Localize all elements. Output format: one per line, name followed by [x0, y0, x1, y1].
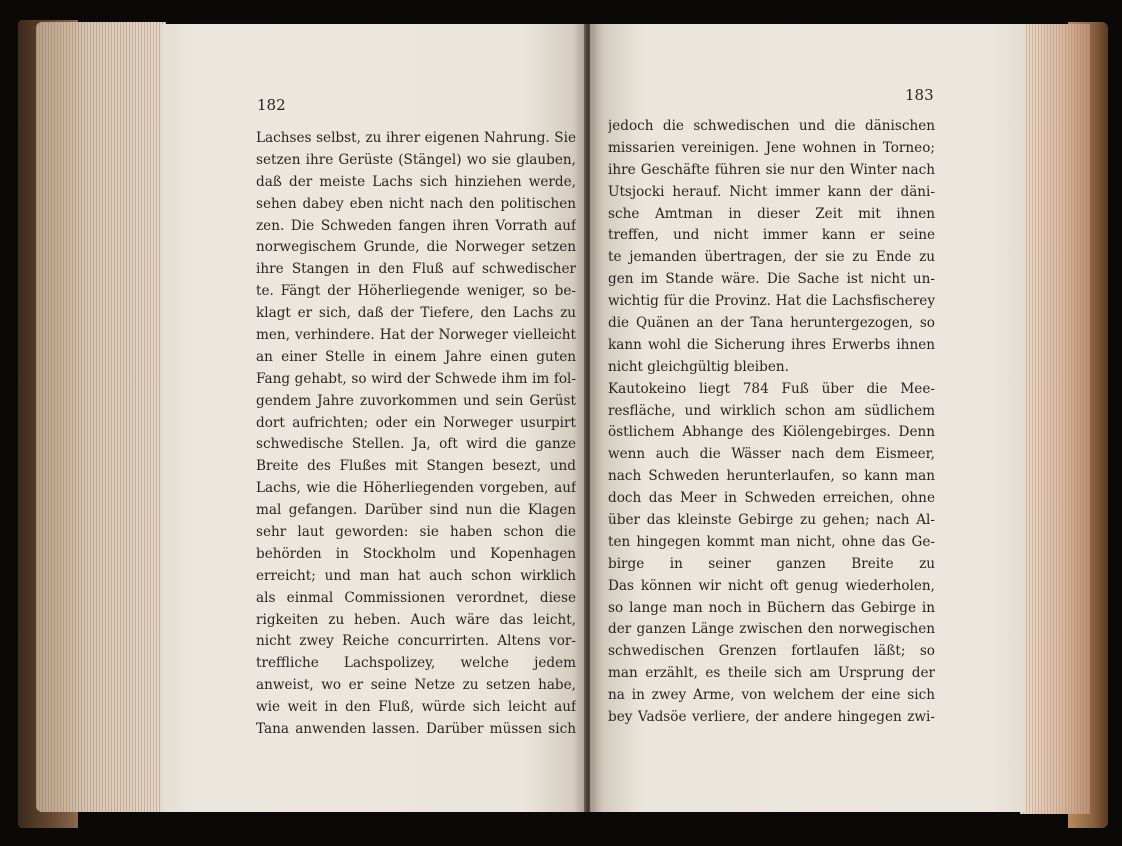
text-line: östlichem Abhange des Kiölengebirges. Denn	[608, 424, 935, 441]
text-line: sche Amtman in dieser Zeit mit ihnen	[608, 205, 935, 222]
text-line: wenn auch die Wässer nach dem Eismeer,	[608, 446, 935, 463]
text-line: kann wohl die Sicherung ihres Erwerbs ihnen	[608, 336, 935, 353]
text-line: doch das Meer in Schweden erreichen, ohne	[608, 490, 935, 507]
text-line: der ganzen Länge zwischen den norwegischen	[608, 621, 935, 638]
page-edges-left	[36, 22, 166, 812]
text-line: Fang gehabt, so wird der Schwede ihm im fol-	[256, 370, 576, 387]
text-line: bey Vadsöe verliere, der andere hingegen zwi-	[608, 709, 935, 726]
text-line: behörden in Stockholm und Kopenhagen	[256, 545, 576, 562]
text-line: Tana anwenden lassen. Darüber müssen sich	[256, 721, 576, 738]
text-line: klagt er sich, daß der Tiefere, den Lachs zu	[256, 305, 576, 322]
text-line: so lange man noch in Büchern das Gebirge in	[608, 599, 935, 616]
page-edges-right	[1020, 24, 1090, 814]
text-line: gendem Jahre zuvorkommen und sein Gerüst	[256, 392, 576, 409]
text-line: ten hingegen kommt man nicht, ohne das Ge-	[608, 533, 935, 550]
text-line: gen im Stande wäre. Die Sache ist nicht un-	[608, 271, 935, 288]
text-line: an einer Stelle in einem Jahre einen guten	[256, 348, 576, 365]
text-line: Kautokeino liegt 784 Fuß über die Mee-	[608, 380, 935, 397]
text-line: missarien vereinigen. Jene wohnen in Torneo;	[608, 139, 935, 156]
text-line: treffen, und nicht immer kann er seine	[608, 227, 935, 244]
page-number-left: 182	[257, 96, 286, 114]
left-page-text	[256, 128, 576, 741]
text-line: Breite des Flußes mit Stangen besezt, und	[256, 458, 576, 475]
text-line: nicht zwey Reiche concurrirten. Altens vor-	[256, 633, 576, 650]
text-line: schwedischen Grenzen fortlaufen läßt; so	[608, 643, 935, 660]
text-line: nach Schweden herunterlaufen, so kann man	[608, 468, 935, 485]
text-line: birge in seiner ganzen Breite zu	[608, 555, 935, 572]
text-line: te jemanden übertragen, der sie zu Ende zu	[608, 249, 935, 266]
right-page-text	[608, 116, 935, 729]
text-line: men, verhindere. Hat der Norweger vielleicht	[256, 327, 576, 344]
text-line: die Quänen an der Tana heruntergezogen, so	[608, 315, 935, 332]
text-line: wichtig für die Provinz. Hat die Lachsfischerey	[608, 293, 935, 310]
text-line: daß der meiste Lachs sich hinziehen werde,	[256, 173, 576, 190]
text-line: na in zwey Arme, von welchem der eine sich	[608, 687, 935, 704]
page-number-right: 183	[905, 86, 934, 104]
text-line: te. Fängt der Höherliegende weniger, so be-	[256, 283, 576, 300]
text-line: erreicht; und man hat auch schon wirklich	[256, 567, 576, 584]
text-line: über das kleinste Gebirge zu gehen; nach Al-	[608, 512, 935, 529]
text-line: ihre Stangen in den Fluß auf schwedischer	[256, 261, 576, 278]
text-line: zen. Die Schweden fangen ihren Vorrath auf	[256, 217, 576, 234]
text-line: wie weit in den Fluß, würde sich leicht auf	[256, 699, 576, 716]
text-line: jedoch die schwedischen und die dänischen	[608, 118, 935, 134]
text-line: dort aufrichten; oder ein Norweger usurpirt	[256, 414, 576, 431]
text-line: resfläche, und wirklich schon am südlichem	[608, 402, 935, 419]
text-line: nicht gleichgültig bleiben.	[608, 358, 789, 375]
left-page	[162, 24, 586, 812]
text-line: schwedische Stellen. Ja, oft wird die ganze	[256, 436, 576, 453]
text-line: Lachses selbst, zu ihrer eigenen Nahrung. Sie	[256, 130, 576, 146]
text-line: als einmal Commissionen verordnet, diese	[256, 589, 576, 606]
text-line: sehr laut geworden: sie haben schon die	[256, 524, 576, 541]
text-line: rigkeiten zu heben. Auch wäre das leicht,	[256, 611, 576, 628]
text-line: ihre Geschäfte führen sie nur den Winter nach	[608, 161, 935, 178]
text-line: treffliche Lachspolizey, welche jedem	[256, 655, 576, 672]
text-line: anweist, wo er seine Netze zu setzen habe,	[256, 677, 576, 694]
text-line: sehen dabey eben nicht nach den politischen	[256, 195, 576, 212]
right-page	[590, 24, 1026, 812]
text-line: Das können wir nicht oft genug wiederholen,	[608, 577, 935, 594]
text-line: Lachs, wie die Höherliegenden vorgeben, auf	[256, 480, 576, 497]
text-line: mal gefangen. Darüber sind nun die Klagen	[256, 502, 576, 519]
text-line: man erzählt, es theile sich am Ursprung der	[608, 665, 935, 682]
text-line: Utsjocki herauf. Nicht immer kann der däni-	[608, 183, 935, 200]
text-line: setzen ihre Gerüste (Stängel) wo sie glauben,	[256, 151, 576, 168]
text-line: norwegischem Grunde, die Norweger setzen	[256, 239, 576, 256]
